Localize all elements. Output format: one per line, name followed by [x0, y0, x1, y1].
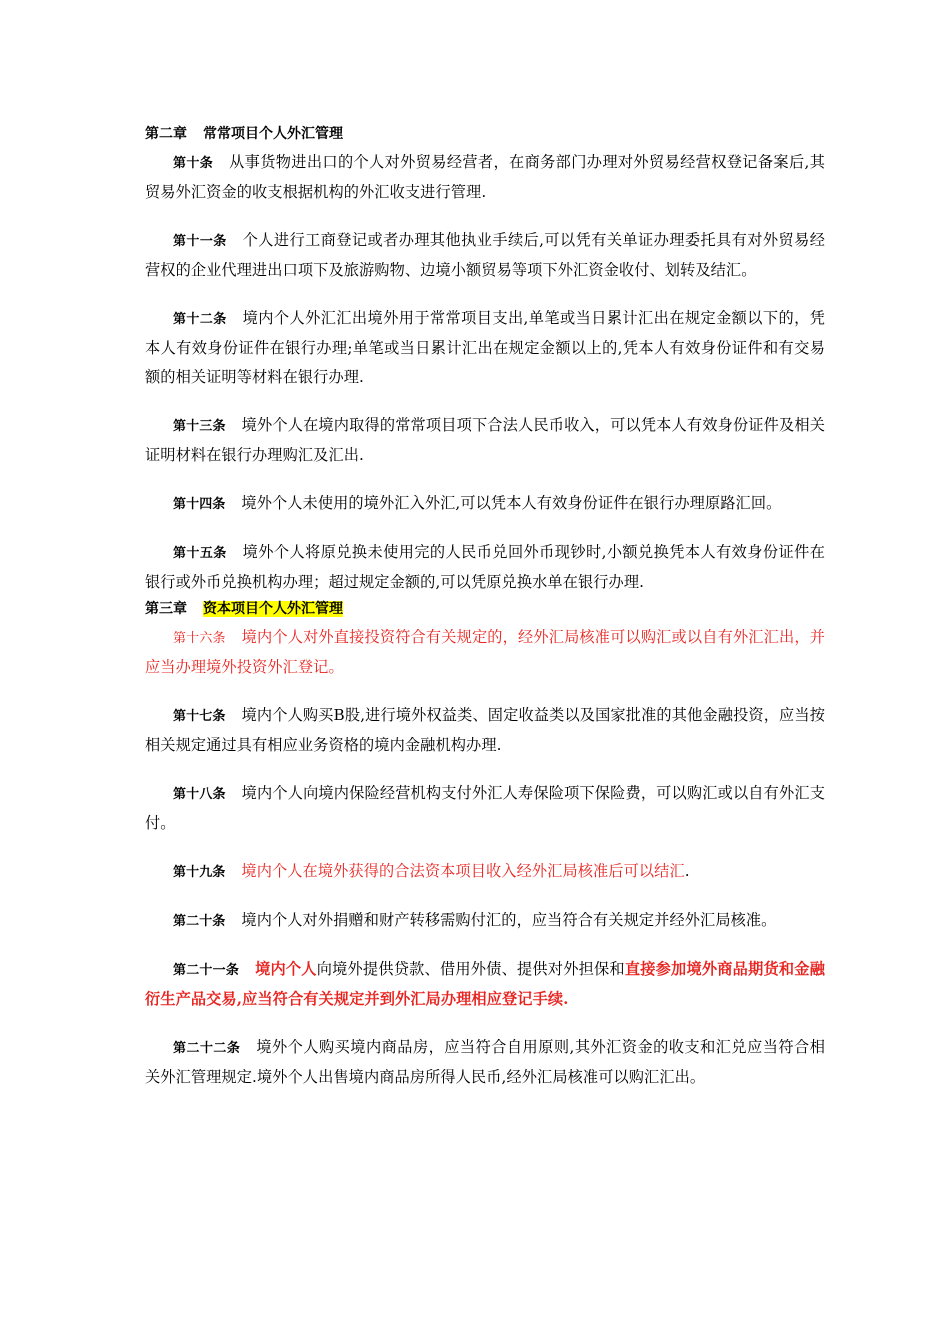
article-19-text-end: .	[684, 862, 690, 880]
article-17	[145, 701, 825, 760]
article-19-text-red: 境内个人在境外获得的合法资本项目收入经外汇局核准后可以结汇	[241, 862, 685, 880]
article-21-text-red-1: 境内个人	[255, 960, 317, 978]
article-12	[145, 304, 825, 392]
article-18-text: 境内个人向境内保险经营机构支付外汇人寿保险项下保险费，可以购汇或以自有外汇支付。	[145, 784, 825, 832]
article-20	[145, 906, 825, 936]
article-21-text-plain: 向境外提供贷款、借用外债、提供对外担保和	[316, 960, 625, 978]
article-17-number: 第十七条	[173, 709, 226, 724]
article-21	[145, 955, 825, 1014]
article-19-number: 第十九条	[173, 865, 226, 880]
article-18-number: 第十八条	[173, 787, 226, 802]
chapter-3-title: 资本项目个人外汇管理	[203, 601, 343, 617]
article-21-number: 第二十一条	[173, 963, 240, 978]
article-13	[145, 411, 825, 470]
article-16	[145, 623, 825, 682]
article-22	[145, 1033, 825, 1092]
article-12-text: 境内个人外汇汇出境外用于常常项目支出,单笔或当日累计汇出在规定金额以下的，凭本人有效身份证件在银行办理;单笔或当日累计汇出在规定金额以上的,凭本人有效身份证件和有交易额的相关证明等材料在银行办理.	[145, 309, 825, 386]
article-10-number: 第十条	[173, 156, 214, 171]
article-11	[145, 226, 825, 285]
article-10	[145, 148, 825, 207]
chapter-3-number: 第三章	[145, 601, 187, 617]
article-20-number: 第二十条	[173, 914, 226, 929]
article-15-number: 第十五条	[173, 546, 227, 561]
article-18	[145, 779, 825, 838]
article-22-text: 境外个人购买境内商品房，应当符合自用原则,其外汇资金的收支和汇兑应当符合相关外汇管理规定.境外个人出售境内商品房所得人民币,经外汇局核准可以购汇汇出。	[145, 1038, 825, 1086]
article-22-number: 第二十二条	[173, 1041, 241, 1056]
article-10-text: 从事货物进出口的个人对外贸易经营者，在商务部门办理对外贸易经营权登记备案后,其贸易外汇资金的收支根据机构的外汇收支进行管理.	[145, 153, 825, 201]
article-11-text: 个人进行工商登记或者办理其他执业手续后,可以凭有关单证办理委托具有对外贸易经营权的企业代理进出口项下及旅游购物、边境小额贸易等项下外汇资金收付、划转及结汇。	[145, 231, 825, 279]
document-page	[145, 122, 825, 1111]
article-15	[145, 538, 825, 597]
chapter-2-number: 第二章	[145, 126, 187, 142]
article-21-text-red-2: 直接参加境外商品期货和金融衍生产品交易,应当符合有关规定并到外汇局办理相应登记手续.	[145, 960, 825, 1008]
article-17-text: 境内个人购买B股,进行境外权益类、固定收益类以及国家批准的其他金融投资，应当按相关规定通过具有相应业务资格的境内金融机构办理.	[145, 706, 826, 754]
article-14-text: 境外个人未使用的境外汇入外汇,可以凭本人有效身份证件在银行办理原路汇回。	[241, 494, 782, 512]
article-14-number: 第十四条	[173, 497, 226, 512]
article-16-number: 第十六条	[173, 631, 226, 646]
article-15-text: 境外个人将原兑换未使用完的人民币兑回外币现钞时,小额兑换凭本人有效身份证件在银行或外币兑换机构办理；超过规定金额的,可以凭原兑换水单在银行办理.	[145, 543, 825, 591]
chapter-2-title: 常常项目个人外汇管理	[203, 126, 343, 142]
article-19	[145, 857, 825, 887]
article-14	[145, 489, 825, 519]
chapter-2-heading	[145, 122, 825, 146]
article-16-text: 境内个人对外直接投资符合有关规定的，经外汇局核准可以购汇或以自有外汇汇出，并应当办理境外投资外汇登记。	[145, 628, 825, 676]
article-11-number: 第十一条	[173, 234, 227, 249]
chapter-3-heading	[145, 597, 825, 621]
article-12-number: 第十二条	[173, 312, 227, 327]
article-20-text: 境内个人对外捐赠和财产转移需购付汇的，应当符合有关规定并经外汇局核准。	[241, 911, 777, 929]
article-13-number: 第十三条	[173, 419, 226, 434]
article-13-text: 境外个人在境内取得的常常项目项下合法人民币收入，可以凭本人有效身份证件及相关证明材料在银行办理购汇及汇出.	[145, 416, 825, 464]
